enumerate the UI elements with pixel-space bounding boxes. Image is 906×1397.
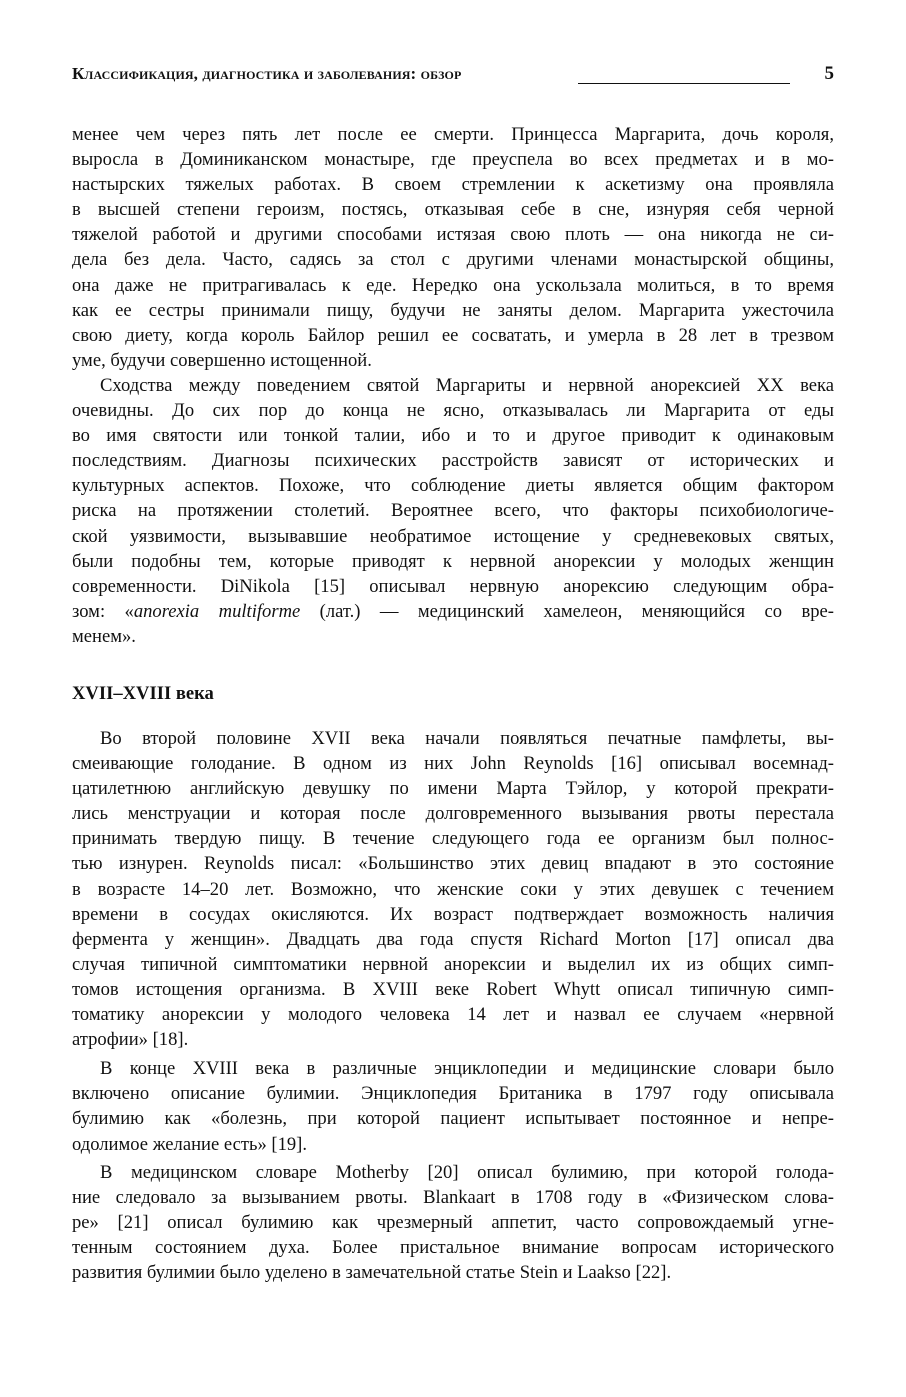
text-line: одолимое желание есть» [19]. bbox=[72, 1133, 308, 1155]
text-line: во имя святости или тонкой талии, ибо и то и другое приводит к одинаковым bbox=[72, 425, 834, 447]
text-line: выросла в Доминиканском монастыре, где преуспела во всех предметах и в мо- bbox=[72, 149, 834, 171]
text-line: развития булимии было уделено в замечательной статье Stein и Laakso [22]. bbox=[72, 1261, 672, 1283]
text-line: атрофии» [18]. bbox=[72, 1029, 189, 1051]
text-line: в высшей степени героизм, постясь, отказывая себе в сне, изнуряя себя черной bbox=[72, 199, 834, 221]
paragraph-margarita bbox=[72, 122, 834, 373]
text-line: современности. DiNikola [15] описывал нервную анорексию следующим обра- bbox=[72, 575, 834, 597]
page-number: 5 bbox=[824, 63, 834, 84]
text-line: Сходства между поведением святой Маргариты и нервной анорексией XX века bbox=[100, 374, 834, 396]
body-block-2 bbox=[72, 726, 834, 1285]
text-line: включено описание булимии. Энциклопедия Британика в 1797 году описывала bbox=[72, 1083, 834, 1105]
text-line: тью изнурен. Reynolds писал: «Большинство этих девиц впадают в это состояние bbox=[72, 853, 834, 875]
section-heading: XVII–XVIII века bbox=[72, 683, 214, 704]
text-line: ской уязвимости, вызывавшие необратимое истощение у средневековых святых, bbox=[72, 525, 834, 547]
text-line: тяжелой работой и другими способами истязая свою плоть — она никогда не си- bbox=[72, 224, 834, 246]
paragraph-pamphlets bbox=[72, 726, 834, 1052]
text-line: в возрасте 14–20 лет. Возможно, что женские соки у этих девушек с течением bbox=[72, 878, 834, 900]
text-fragment: зом: « bbox=[72, 600, 134, 622]
text-line: принимать твердую пищу. В течение следующего года ее организм был полнос- bbox=[72, 828, 834, 850]
text-line: настырских тяжелых работах. В своем стремлении к аскетизму она проявляла bbox=[72, 174, 834, 196]
text-line: лись менструации и которая после долговременного вызывания рвоты перестала bbox=[72, 803, 834, 825]
latin-term: anorexia multiforme bbox=[133, 600, 301, 622]
text-line: свою диету, когда король Байлор решил ее сосватать, и умерла в 28 лет в трезвом bbox=[72, 324, 834, 346]
running-title: Классификация, диагностика и заболевания: обзор bbox=[72, 64, 462, 83]
text-line: она даже не притрагивалась к еде. Нередко она ускользала молиться, в то время bbox=[72, 274, 834, 296]
text-line: фермента у женщин». Двадцать два года спустя Richard Morton [17] описал два bbox=[72, 928, 834, 950]
paragraph-similarities bbox=[72, 373, 834, 649]
text-line: последствиям. Диагнозы психических расстройств зависят от исторических и bbox=[72, 450, 834, 472]
text-line: ре» [21] описал булимию как чрезмерный аппетит, часто сопровождаемый угне- bbox=[72, 1211, 834, 1233]
text-line: были подобны тем, которые приводят к нервной анорексии у молодых женщин bbox=[72, 550, 834, 572]
text-line: дела без дела. Часто, садясь за стол с другими членами монастырской общины, bbox=[72, 249, 834, 271]
text-line: В конце XVIII века в различные энциклопедии и медицинские словари было bbox=[100, 1058, 834, 1080]
text-line: времени в сосудах окисляются. Их возраст подтверждает возможность наличия bbox=[72, 903, 834, 925]
text-line: булимию как «болезнь, при которой пациент испытывает постоянное и непре- bbox=[72, 1108, 834, 1130]
running-header bbox=[72, 64, 842, 90]
text-line: смеивающие голодание. В одном из них John Reynolds [16] описывал восемнад- bbox=[72, 753, 834, 775]
text-line: культурных аспектов. Похоже, что соблюдение диеты является общим фактором bbox=[72, 475, 834, 497]
text-line: менем». bbox=[72, 625, 136, 647]
text-line: В медицинском словаре Motherby [20] описал булимию, при которой голода- bbox=[100, 1161, 834, 1183]
text-line: как ее сестры принимали пищу, будучи не заняты делом. Маргарита ужесточила bbox=[72, 299, 834, 321]
text-fragment: (лат.) — медицинский хамелеон, меняющийся со вре- bbox=[300, 600, 834, 622]
text-line: цатилетнюю английскую девушку по имени Марта Тэйлор, у которой прекрати- bbox=[72, 778, 834, 800]
text-line: тенным состоянием духа. Более пристальное внимание вопросам исторического bbox=[72, 1236, 834, 1258]
text-line: томов истощения организма. В XVIII веке Robert Whytt описал типичную симп- bbox=[72, 978, 834, 1000]
body-block-1 bbox=[72, 122, 834, 649]
text-line: менее чем через пять лет после ее смерти. Принцесса Маргарита, дочь короля, bbox=[72, 124, 834, 145]
text-line: ние следовало за вызыванием рвоты. Blankaart в 1708 году в «Физическом слова- bbox=[72, 1186, 834, 1208]
header-rule bbox=[578, 83, 790, 84]
paragraph-encyclopedias bbox=[72, 1056, 834, 1156]
text-line: очевидны. До сих пор до конца не ясно, отказывалась ли Маргарита от еды bbox=[72, 400, 834, 422]
text-line-with-italic bbox=[72, 599, 834, 624]
text-line: случая типичной симптоматики нервной анорексии и выделил их из общих симп- bbox=[72, 953, 834, 975]
text-line: риска на протяжении столетий. Вероятнее всего, что факторы психобиологиче- bbox=[72, 500, 834, 522]
text-line: уме, будучи совершенно истощенной. bbox=[72, 349, 372, 371]
paragraph-dictionary bbox=[72, 1160, 834, 1285]
text-line: Во второй половине XVII века начали появляться печатные памфлеты, вы- bbox=[100, 728, 834, 749]
text-line: томатику анорексии у молодого человека 14 лет и назвал ее случаем «нервной bbox=[72, 1004, 834, 1026]
